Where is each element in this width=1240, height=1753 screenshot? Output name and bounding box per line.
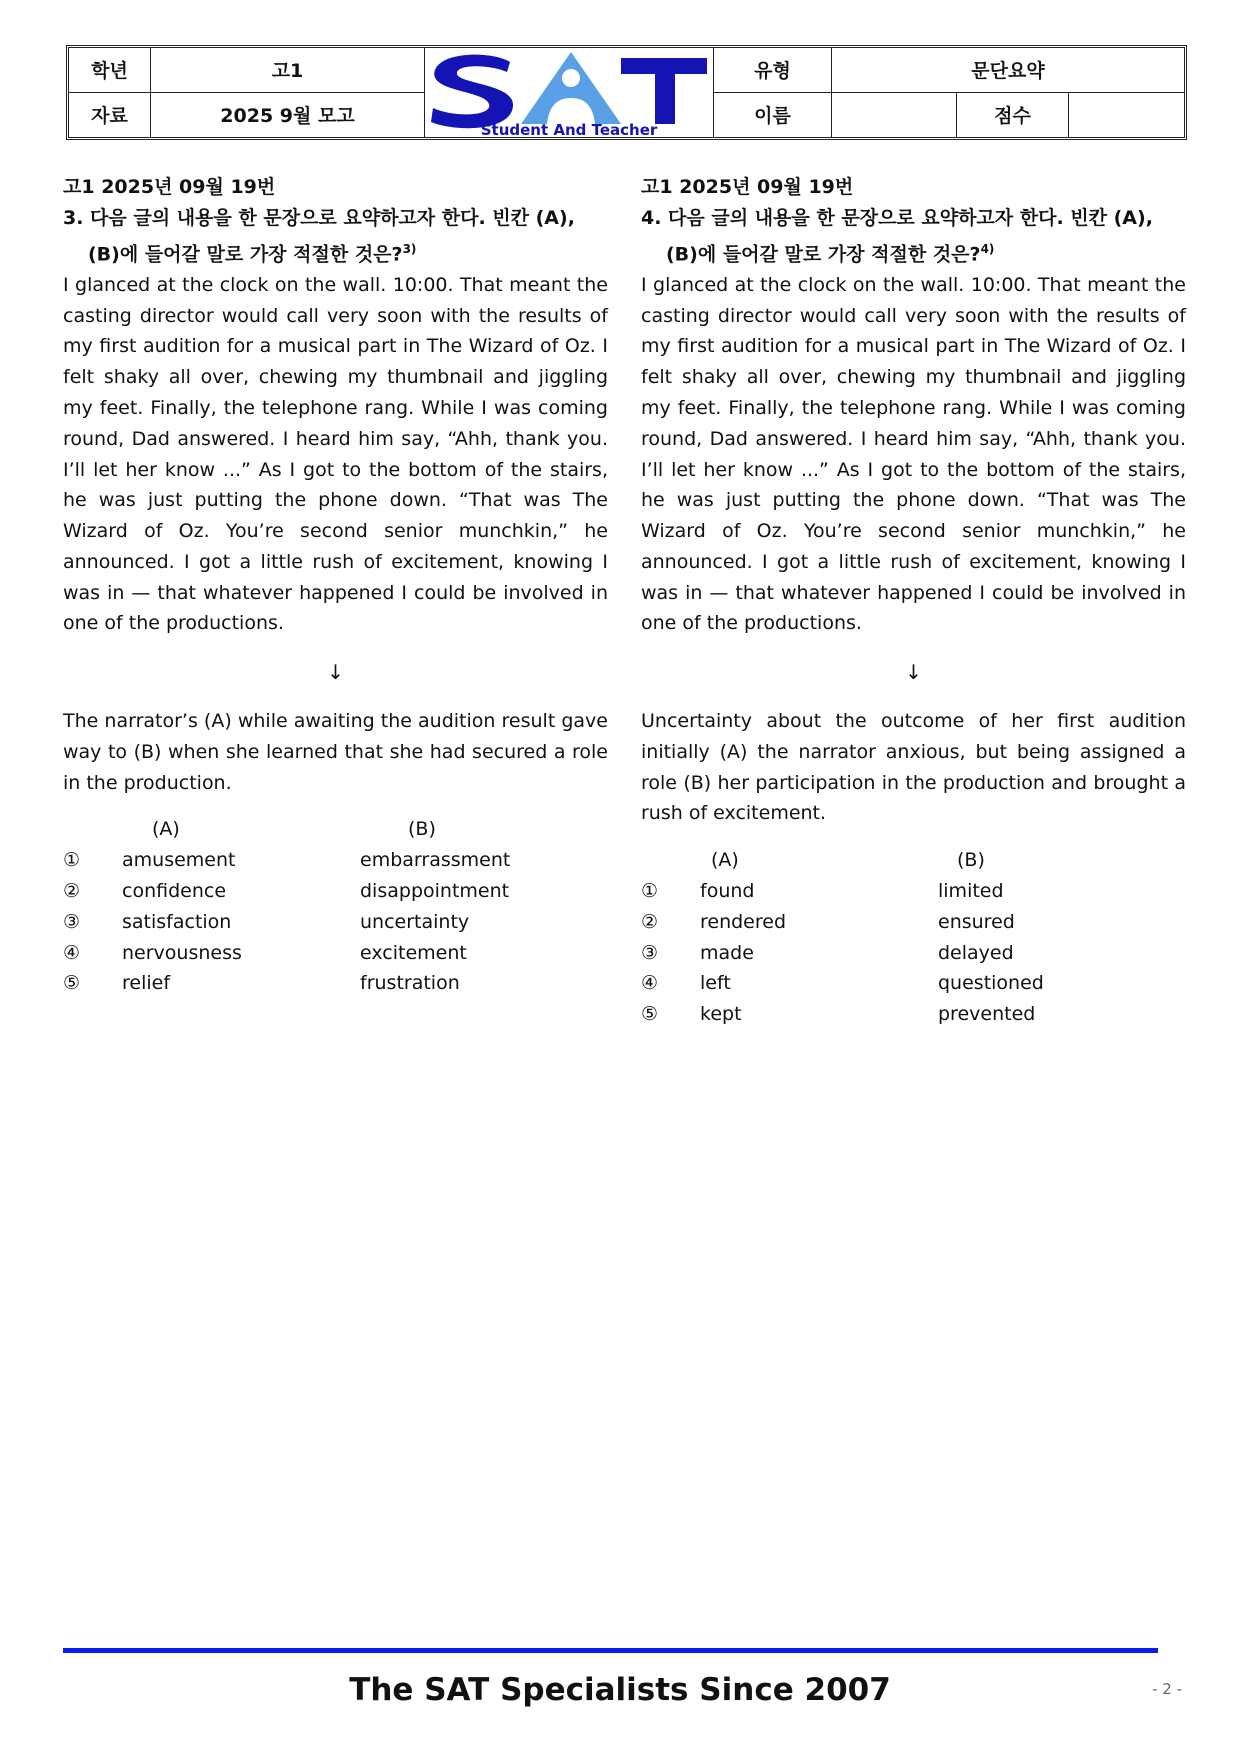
- type-value: 문단요약: [832, 48, 1184, 93]
- grade-label: 학년: [69, 48, 151, 93]
- header-a: (A): [152, 818, 180, 841]
- page-number: - 2 -: [1152, 1680, 1182, 1698]
- option-4[interactable]: ④ nervousness excitement: [63, 941, 467, 964]
- passage-text: I glanced at the clock on the wall. 10:00. That meant the casting director would call very soon with the results of my first audition for a musical part in The Wizard of Oz. I felt shaky all over, chewing my thumbnail and jiggling my feet. Finally, the telephone rang. While I was coming round, Dad answered. I heard him say, “Ahh, thank you. I’ll let her know ...” As I got to the bottom of the stairs, he was just putting the phone down. “That was The Wizard of Oz. You’re second senior munchkin,” he announced. I got a little rush of excitement, knowing I was in — that whatever happened I could be involved in one of the productions.: [641, 273, 1186, 635]
- name-field[interactable]: [832, 93, 957, 138]
- grade-value: 고1: [151, 48, 425, 93]
- footer-slogan: The SAT Specialists Since 2007: [349, 1672, 891, 1708]
- question-3: [63, 172, 608, 999]
- header-table: [66, 45, 1187, 140]
- logo-tagline: Student And Teacher: [480, 121, 658, 137]
- sat-logo-graphic: [425, 48, 714, 137]
- footnote-marker: 3): [402, 241, 417, 256]
- question-source: 고1 2025년 09월 19번: [641, 176, 854, 198]
- question-stem: 4. 다음 글의 내용을 한 문장으로 요약하고자 한다. 빈칸 (A), (B)에 들어갈 말로 가장 적절한 것은?$^{4)}$: [641, 206, 1153, 265]
- type-label: 유형: [714, 48, 832, 93]
- options-header: [63, 814, 608, 845]
- option-1[interactable]: ① amusement embarrassment: [63, 849, 511, 872]
- question-source: 고1 2025년 09월 19번: [63, 176, 276, 198]
- footnote-marker: 4): [980, 241, 995, 256]
- source-value: 2025 9월 모고: [151, 93, 425, 138]
- score-field[interactable]: [1069, 93, 1184, 138]
- down-arrow-icon: ↓: [327, 660, 344, 685]
- summary-sentence: The narrator’s (A) while awaiting the audition result gave way to (B) when she learned that she had secured a role in the production.: [63, 710, 608, 794]
- option-3[interactable]: ③ made delayed: [641, 941, 1014, 964]
- name-label: 이름: [714, 93, 832, 138]
- option-5[interactable]: ⑤ kept prevented: [641, 1003, 1036, 1026]
- source-label: 자료: [69, 93, 151, 138]
- option-4[interactable]: ④ left questioned: [641, 972, 1044, 995]
- header-a: (A): [711, 849, 739, 872]
- option-2[interactable]: ② confidence disappointment: [63, 880, 510, 903]
- passage-text: I glanced at the clock on the wall. 10:00. That meant the casting director would call very soon with the results of my first audition for a musical part in The Wizard of Oz. I felt shaky all over, chewing my thumbnail and jiggling my feet. Finally, the telephone rang. While I was coming round, Dad answered. I heard him say, “Ahh, thank you. I’ll let her know ...” As I got to the bottom of the stairs, he was just putting the phone down. “That was The Wizard of Oz. You’re second senior munchkin,” he announced. I got a little rush of excitement, knowing I was in — that whatever happened I could be involved in one of the productions.: [63, 273, 608, 635]
- score-label: 점수: [957, 93, 1069, 138]
- footer-divider: [63, 1648, 1158, 1653]
- sat-logo: [425, 48, 714, 137]
- down-arrow-icon: ↓: [905, 660, 922, 685]
- option-5[interactable]: ⑤ relief frustration: [63, 972, 460, 995]
- summary-sentence: Uncertainty about the outcome of her first audition initially (A) the narrator anxious, but being assigned a role (B) her participation in the production and brought a rush of excitement.: [641, 710, 1186, 825]
- header-b: (B): [408, 818, 436, 841]
- options-header: [641, 845, 1186, 876]
- question-4: [641, 172, 1186, 1030]
- question-stem: 3. 다음 글의 내용을 한 문장으로 요약하고자 한다. 빈칸 (A), (B)에 들어갈 말로 가장 적절한 것은?$^{3)}$: [63, 206, 575, 265]
- option-1[interactable]: ① found limited: [641, 880, 1004, 903]
- option-2[interactable]: ② rendered ensured: [641, 910, 1015, 933]
- header-b: (B): [957, 849, 985, 872]
- option-3[interactable]: ③ satisfaction uncertainty: [63, 910, 470, 933]
